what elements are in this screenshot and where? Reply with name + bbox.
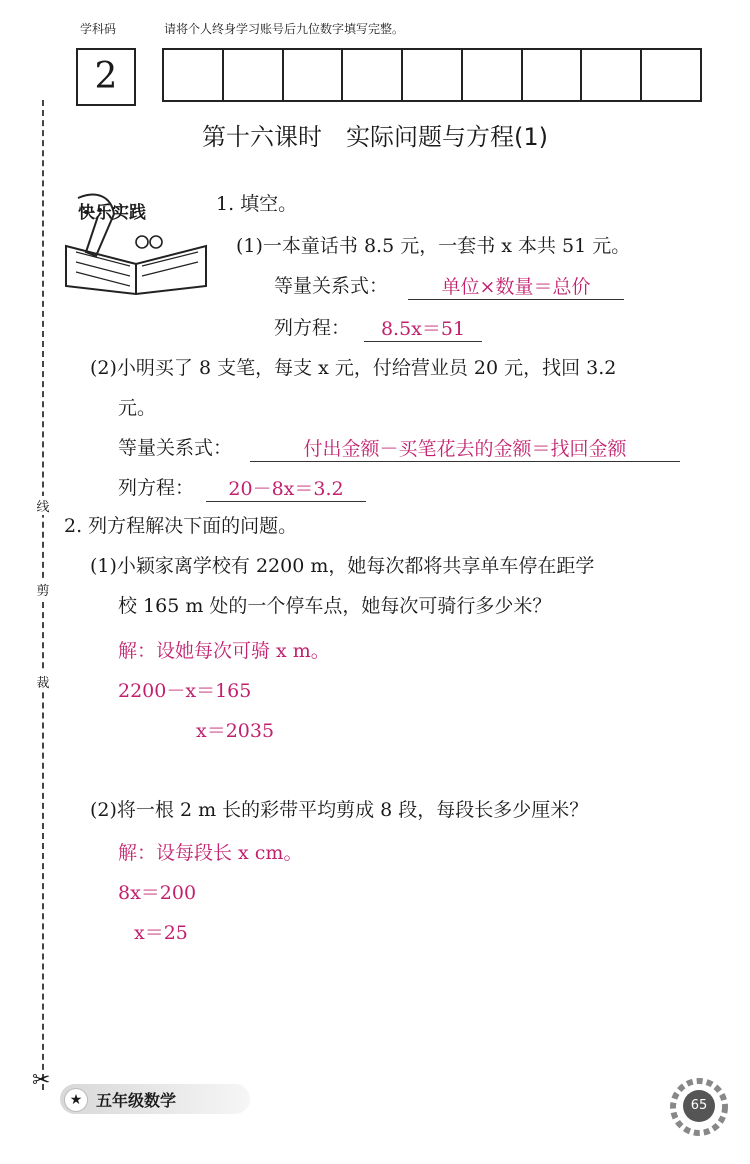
star-icon: ★ <box>64 1088 88 1112</box>
page-title: 第十六课时 实际问题与方程(1) <box>202 123 548 151</box>
digit-box[interactable] <box>582 50 642 100</box>
q2-p2-solution-result: x＝25 <box>134 922 188 944</box>
q2-p1-line2: 校 165 m 处的一个停车点，她每次可骑行多少米？ <box>118 595 552 617</box>
q2-p2-line1: (2)将一根 2 m 长的彩带平均剪成 8 段，每段长多少厘米？ <box>90 799 589 821</box>
q2-p1-line1: (1)小颖家离学校有 2200 m，她每次都将共享单车停在距学 <box>90 555 595 577</box>
cut-label-line: 线 <box>33 496 53 515</box>
cut-label-cut: 剪 <box>33 580 53 599</box>
q2-p1-solution-result: x＝2035 <box>196 720 275 742</box>
q1-p2-text-line2: 元。 <box>118 397 157 419</box>
q2-p1-solution-let: 解：设她每次可骑 x m。 <box>118 640 330 662</box>
q1-p1-rel-label: 等量关系式： <box>274 275 389 297</box>
account-digit-boxes[interactable] <box>162 48 702 102</box>
digit-box[interactable] <box>343 50 403 100</box>
q1-p2-eq-answer: 20－8x＝3.2 <box>206 474 366 502</box>
footer-grade: 五年级数学 <box>96 1091 177 1110</box>
digit-box[interactable] <box>403 50 463 100</box>
q2-p2-solution-let: 解：设每段长 x cm。 <box>118 842 303 864</box>
q1-p2-text-line1: (2)小明买了 8 支笔，每支 x 元，付给营业员 20 元，找回 3.2 <box>90 357 617 379</box>
digit-box[interactable] <box>164 50 224 100</box>
cut-label-trim: 裁 <box>33 672 53 691</box>
q2-p2-solution-equation: 8x＝200 <box>118 882 197 904</box>
digit-box[interactable] <box>523 50 583 100</box>
q1-p1-rel-answer: 单位×数量＝总价 <box>408 272 624 300</box>
q1-p1-eq-answer: 8.5x＝51 <box>364 314 482 342</box>
scissors-icon: ✂ <box>32 1068 51 1093</box>
digit-box[interactable] <box>224 50 284 100</box>
q2-label: 2. 列方程解决下面的问题。 <box>64 515 298 537</box>
q1-p2-rel-answer: 付出金额－买笔花去的金额＝找回金额 <box>250 434 680 462</box>
subject-code-label: 学科码 <box>80 22 117 36</box>
account-instruction: 请将个人终身学习账号后九位数字填写完整。 <box>164 22 405 36</box>
subject-code-box: 2 <box>76 48 136 106</box>
section-badge: 快乐实践 <box>78 203 146 223</box>
q1-p1-eq-label: 列方程： <box>274 317 351 339</box>
q1-label: 1. 填空。 <box>216 193 298 215</box>
digit-box[interactable] <box>463 50 523 100</box>
q2-p1-solution-equation: 2200－x＝165 <box>118 680 252 702</box>
q1-p2-eq-label: 列方程： <box>118 477 195 499</box>
digit-box[interactable] <box>642 50 700 100</box>
digit-box[interactable] <box>284 50 344 100</box>
q1-p2-rel-label: 等量关系式： <box>118 437 233 459</box>
page-number: 65 <box>683 1090 715 1122</box>
q1-p1-text: (1)一本童话书 8.5 元，一套书 x 本共 51 元。 <box>236 235 631 257</box>
